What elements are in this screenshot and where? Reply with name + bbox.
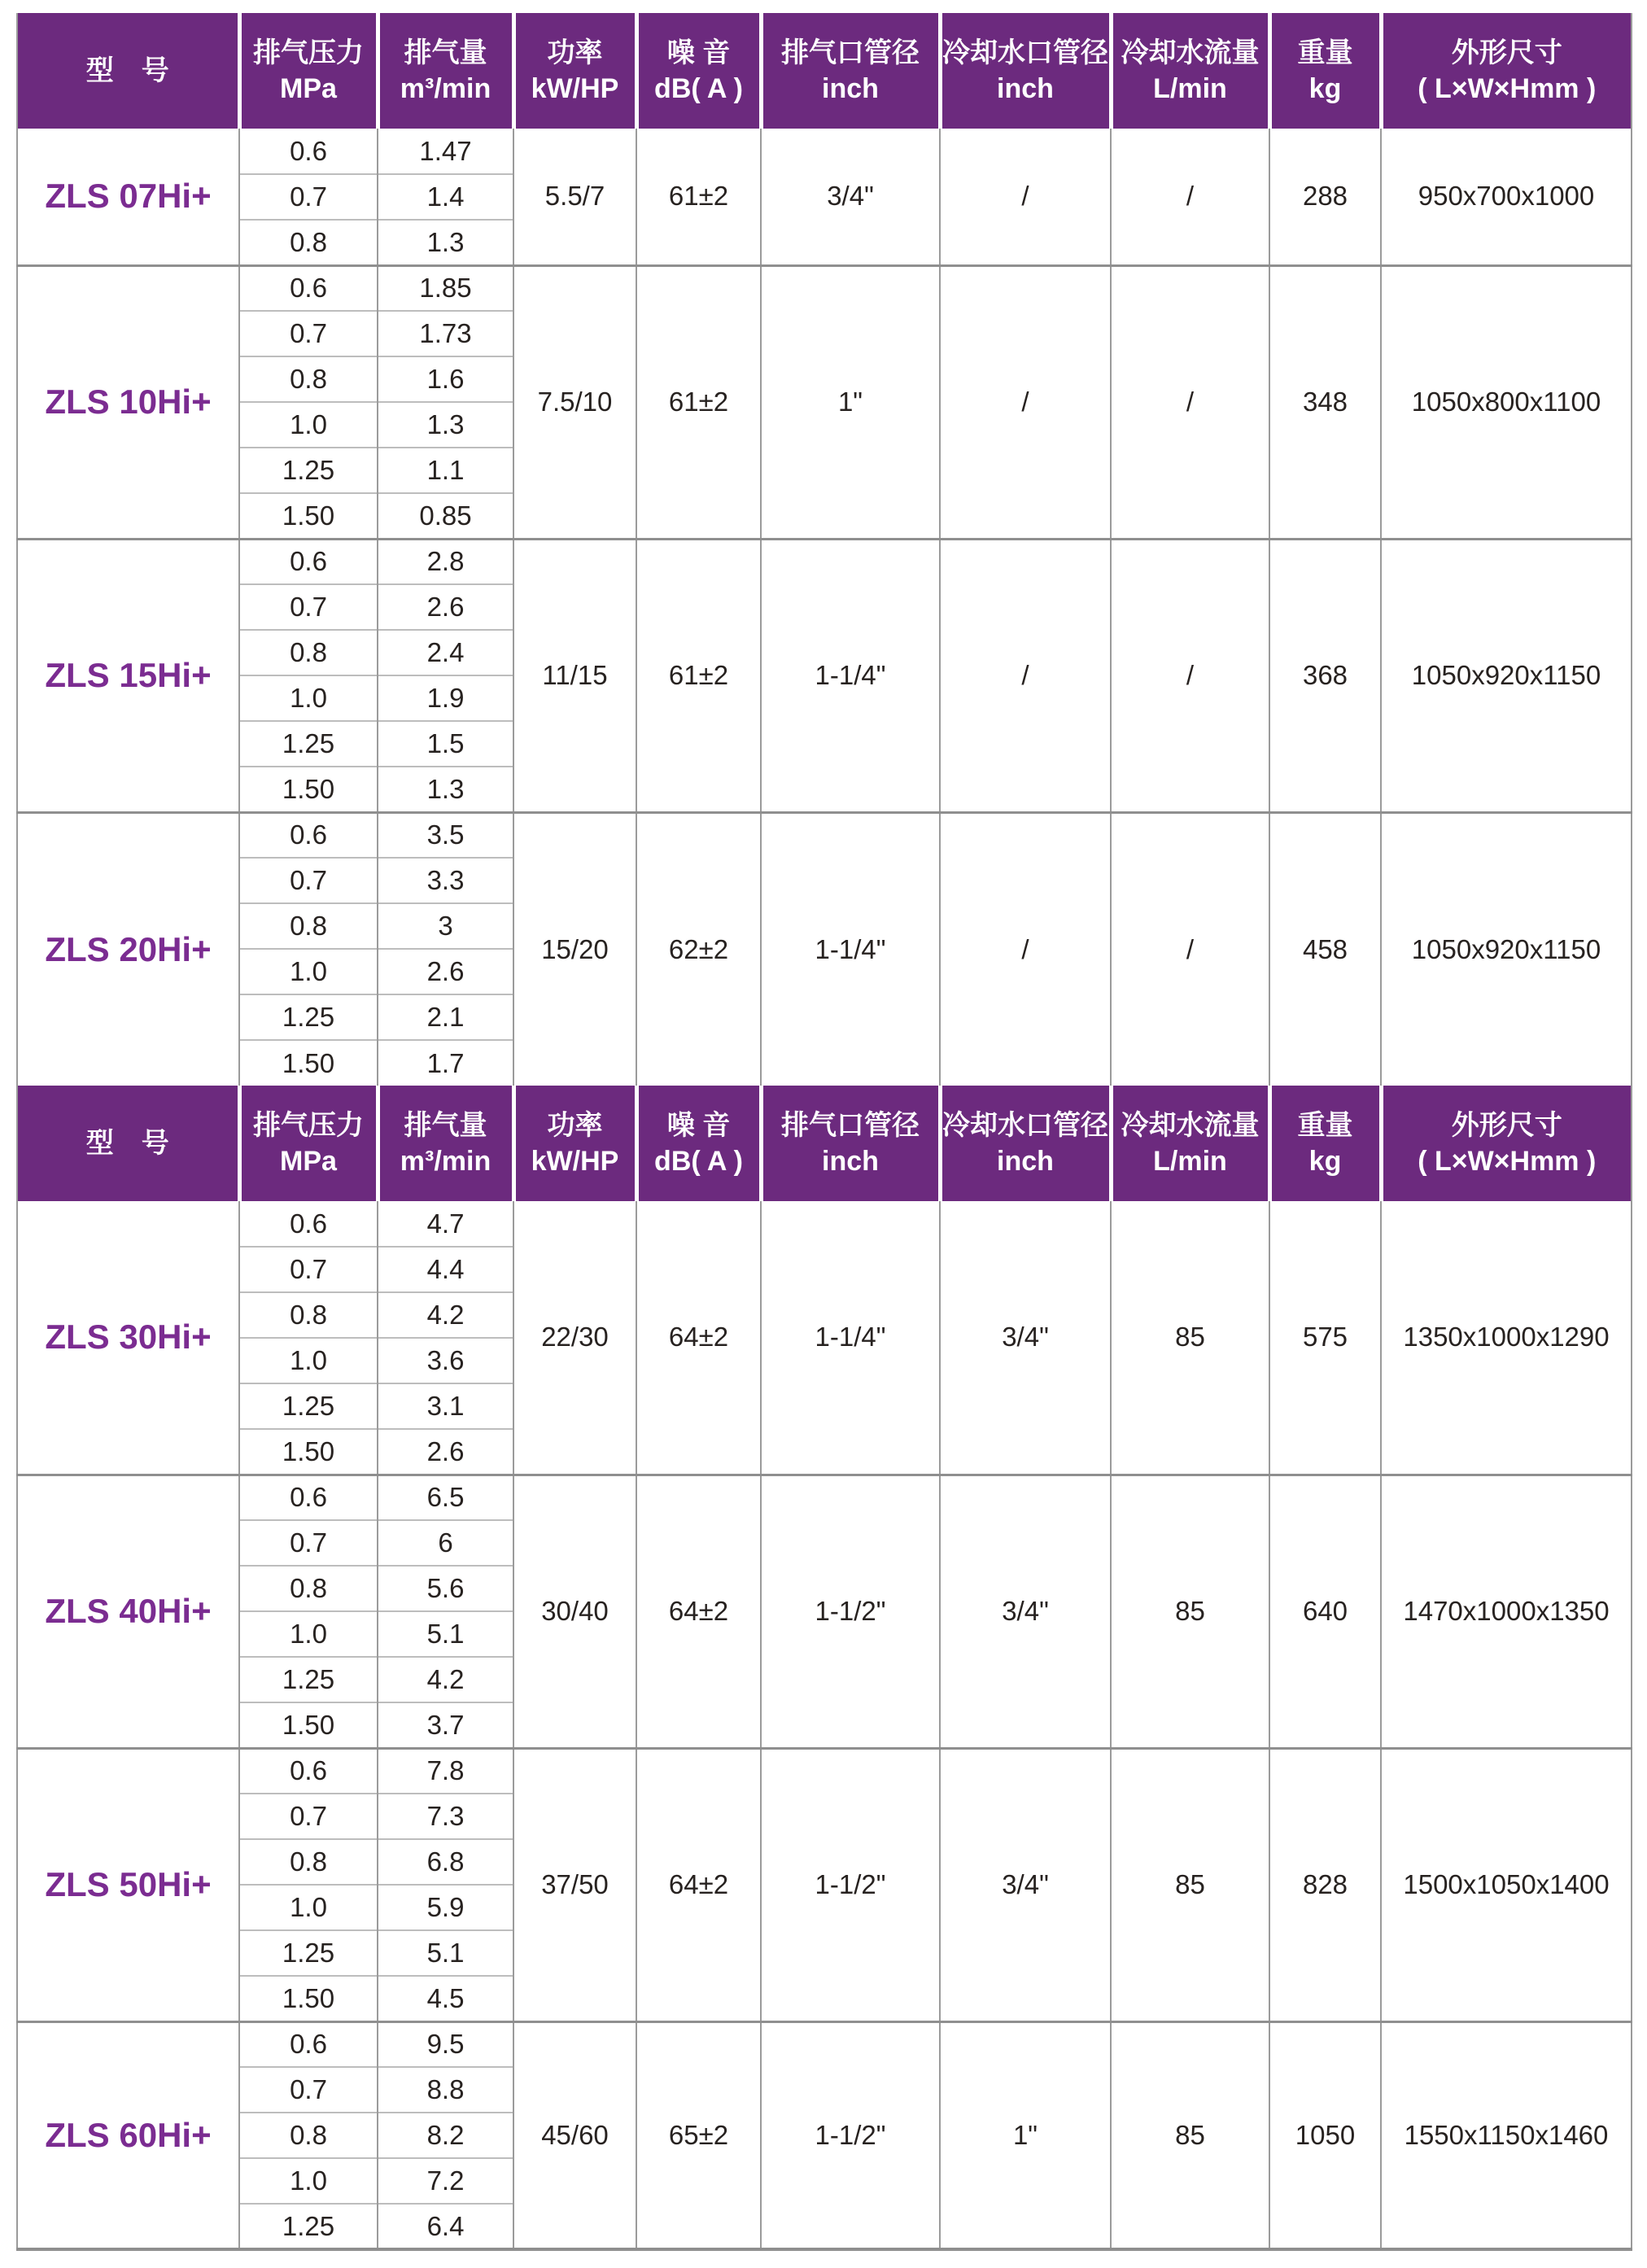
model-name: ZLS 50Hi+ [17,1748,239,2021]
model-name: ZLS 15Hi+ [17,539,239,812]
displacement-value: 1.47 [378,129,513,174]
noise-value: 64±2 [636,1475,761,1748]
pressure-value: 1.50 [239,1702,378,1748]
displacement-value: 6.8 [378,1839,513,1885]
pressure-value: 0.8 [239,1566,378,1611]
displacement-value: 2.4 [378,630,513,675]
displacement-value: 7.8 [378,1748,513,1794]
weight-value: 348 [1269,265,1381,539]
noise-value: 64±2 [636,1201,761,1475]
pressure-value: 0.6 [239,2021,378,2067]
header-cell-weight [1269,13,1381,129]
pressure-value: 1.50 [239,1976,378,2021]
pressure-value: 1.50 [239,1040,378,1086]
pressure-value: 1.0 [239,1338,378,1383]
cooling-flow-value: 85 [1111,2021,1269,2249]
spec-table [16,13,1632,2251]
pressure-value: 0.7 [239,858,378,903]
pressure-value: 0.8 [239,1839,378,1885]
displacement-value: 4.4 [378,1247,513,1292]
table-row [17,2021,1632,2067]
header-label: 排气口管径 [781,1109,920,1141]
model-name: ZLS 40Hi+ [17,1475,239,1748]
pressure-value: 0.8 [239,1292,378,1338]
pressure-value: 0.7 [239,1794,378,1839]
displacement-value: 1.85 [378,265,513,311]
dimensions-value: 1050x920x1150 [1381,539,1632,812]
displacement-value: 7.2 [378,2158,513,2204]
header-label: 型 号 [85,1127,169,1159]
displacement-value: 5.1 [378,1611,513,1657]
dimensions-value: 1350x1000x1290 [1381,1201,1632,1475]
displacement-value: 1.6 [378,356,513,402]
displacement-value: 8.8 [378,2067,513,2113]
weight-value: 1050 [1269,2021,1381,2249]
weight-value: 368 [1269,539,1381,812]
weight-value: 458 [1269,812,1381,1086]
displacement-value: 5.1 [378,1930,513,1976]
power-value: 15/20 [513,812,636,1086]
cooling-port-value: / [940,265,1111,539]
discharge-port-value: 1-1/4" [761,812,940,1086]
pressure-value: 1.0 [239,2158,378,2204]
header-cell-pressure [239,1086,378,1201]
cooling-port-value: / [940,129,1111,265]
pressure-value: 1.0 [239,949,378,994]
pressure-value: 0.7 [239,311,378,356]
displacement-value: 2.6 [378,949,513,994]
table-row [17,129,1632,174]
pressure-value: 0.8 [239,356,378,402]
pressure-value: 1.50 [239,493,378,539]
header-cell-cooling-port [940,1086,1111,1201]
displacement-value: 4.2 [378,1292,513,1338]
cooling-port-value: / [940,539,1111,812]
header-cell-power [513,1086,636,1201]
displacement-value: 1.3 [378,220,513,265]
pressure-value: 1.50 [239,767,378,812]
pressure-value: 0.6 [239,812,378,858]
displacement-value: 4.7 [378,1201,513,1247]
displacement-value: 1.4 [378,174,513,220]
pressure-value: 1.0 [239,1885,378,1930]
discharge-port-value: 3/4" [761,129,940,265]
header-unit: kW/HP [531,1146,619,1177]
header-label: 外形尺寸 [1451,1109,1562,1141]
header-cell-discharge-port [761,1086,940,1201]
power-value: 30/40 [513,1475,636,1748]
table-header-row [17,13,1632,129]
pressure-value: 0.7 [239,584,378,630]
header-label: 重量 [1297,37,1353,68]
displacement-value: 3.6 [378,1338,513,1383]
pressure-value: 0.8 [239,630,378,675]
header-label: 排气口管径 [781,37,920,68]
model-name: ZLS 20Hi+ [17,812,239,1086]
discharge-port-value: 1-1/4" [761,539,940,812]
pressure-value: 1.25 [239,1383,378,1429]
displacement-value: 1.9 [378,675,513,721]
table-row [17,812,1632,858]
header-unit: ( L×W×Hmm ) [1418,73,1597,104]
noise-value: 61±2 [636,265,761,539]
noise-value: 64±2 [636,1748,761,2021]
noise-value: 62±2 [636,812,761,1086]
displacement-value: 1.73 [378,311,513,356]
header-cell-discharge-port [761,13,940,129]
cooling-flow-value: / [1111,265,1269,539]
displacement-value: 1.3 [378,767,513,812]
pressure-value: 0.6 [239,1748,378,1794]
header-label: 噪 音 [666,37,731,68]
discharge-port-value: 1-1/4" [761,1201,940,1475]
displacement-value: 8.2 [378,2113,513,2158]
displacement-value: 1.7 [378,1040,513,1086]
header-unit: L/min [1153,1146,1227,1177]
weight-value: 640 [1269,1475,1381,1748]
header-cell-cooling-flow [1111,13,1269,129]
header-unit: kg [1308,1146,1342,1177]
pressure-value: 0.8 [239,2113,378,2158]
header-unit: inch [997,1146,1054,1177]
displacement-value: 1.1 [378,448,513,493]
header-cell-model [17,13,239,129]
header-cell-weight [1269,1086,1381,1201]
pressure-value: 0.6 [239,1475,378,1520]
power-value: 7.5/10 [513,265,636,539]
cooling-flow-value: / [1111,129,1269,265]
pressure-value: 1.25 [239,994,378,1040]
header-cell-displacement [378,1086,513,1201]
pressure-value: 0.7 [239,1520,378,1566]
displacement-value: 3.1 [378,1383,513,1429]
dimensions-value: 1050x920x1150 [1381,812,1632,1086]
cooling-flow-value: / [1111,812,1269,1086]
header-label: 冷却水口管径 [942,37,1108,68]
pressure-value: 1.0 [239,675,378,721]
displacement-value: 6 [378,1520,513,1566]
pressure-value: 1.25 [239,1657,378,1702]
cooling-flow-value: 85 [1111,1748,1269,2021]
header-unit: MPa [280,1146,337,1177]
weight-value: 288 [1269,129,1381,265]
header-unit: inch [822,1146,879,1177]
header-label: 排气压力 [253,37,364,68]
header-unit: dB( A ) [654,73,743,104]
table-header-row [17,1086,1632,1201]
discharge-port-value: 1" [761,265,940,539]
pressure-value: 0.8 [239,903,378,949]
header-label: 排气压力 [253,1109,364,1141]
pressure-value: 1.0 [239,1611,378,1657]
power-value: 37/50 [513,1748,636,2021]
dimensions-value: 1500x1050x1400 [1381,1748,1632,2021]
pressure-value: 0.6 [239,129,378,174]
displacement-value: 4.2 [378,1657,513,1702]
header-label: 型 号 [85,55,169,86]
header-unit: m³/min [400,73,491,104]
header-cell-cooling-flow [1111,1086,1269,1201]
pressure-value: 0.8 [239,220,378,265]
header-cell-pressure [239,13,378,129]
pressure-value: 1.50 [239,1429,378,1475]
header-cell-power [513,13,636,129]
header-cell-dimensions [1381,1086,1632,1201]
displacement-value: 4.5 [378,1976,513,2021]
header-label: 冷却水流量 [1121,37,1260,68]
displacement-value: 1.3 [378,402,513,448]
header-label: 排气量 [404,37,487,68]
header-cell-dimensions [1381,13,1632,129]
discharge-port-value: 1-1/2" [761,2021,940,2249]
pressure-value: 1.0 [239,402,378,448]
header-label: 重量 [1297,1109,1353,1141]
model-name: ZLS 30Hi+ [45,1318,212,1357]
header-unit: MPa [280,73,337,104]
pressure-value: 1.25 [239,2204,378,2249]
displacement-value: 6.4 [378,2204,513,2249]
displacement-value: 5.6 [378,1566,513,1611]
pressure-value: 0.6 [239,265,378,311]
header-unit: m³/min [400,1146,491,1177]
cooling-flow-value: 85 [1111,1201,1269,1475]
displacement-value: 2.8 [378,539,513,584]
header-label: 冷却水口管径 [942,1109,1108,1141]
header-unit: dB( A ) [654,1146,743,1177]
model-name: ZLS 10Hi+ [17,265,239,539]
header-unit: inch [997,73,1054,104]
pressure-value: 1.25 [239,721,378,767]
pressure-value: 0.7 [239,174,378,220]
header-label: 功率 [547,1109,603,1141]
table-row [17,1475,1632,1520]
header-label: 外形尺寸 [1451,37,1562,68]
cooling-flow-value: 85 [1111,1475,1269,1748]
pressure-value: 1.25 [239,448,378,493]
power-value: 22/30 [513,1201,636,1475]
header-unit: kW/HP [531,73,619,104]
displacement-value: 3.7 [378,1702,513,1748]
header-unit: kg [1308,73,1342,104]
header-cell-cooling-port [940,13,1111,129]
model-name: ZLS 07Hi+ [45,177,212,216]
header-cell-noise [636,13,761,129]
displacement-value: 1.5 [378,721,513,767]
cooling-port-value: 3/4" [940,1201,1111,1475]
dimensions-value: 950x700x1000 [1381,129,1632,265]
pressure-value: 0.7 [239,1247,378,1292]
discharge-port-value: 1-1/2" [761,1475,940,1748]
displacement-value: 5.9 [378,1885,513,1930]
pressure-value: 1.25 [239,1930,378,1976]
cooling-port-value: 3/4" [940,1748,1111,2021]
noise-value: 61±2 [636,129,761,265]
weight-value: 575 [1269,1201,1381,1475]
power-value: 5.5/7 [513,129,636,265]
header-unit: L/min [1153,73,1227,104]
dimensions-value: 1550x1150x1460 [1381,2021,1632,2249]
header-label: 噪 音 [666,1109,731,1141]
displacement-value: 6.5 [378,1475,513,1520]
table-row [17,1748,1632,1794]
header-cell-model [17,1086,239,1201]
pressure-value: 0.6 [239,539,378,584]
model-name: ZLS 60Hi+ [17,2021,239,2249]
noise-value: 65±2 [636,2021,761,2249]
cooling-port-value: 1" [940,2021,1111,2249]
displacement-value: 3 [378,903,513,949]
table-row [17,265,1632,311]
header-unit: ( L×W×Hmm ) [1418,1146,1597,1177]
header-label: 功率 [547,37,603,68]
displacement-value: 7.3 [378,1794,513,1839]
header-cell-displacement [378,13,513,129]
pressure-value: 0.6 [239,1201,378,1247]
displacement-value: 2.6 [378,584,513,630]
header-label: 冷却水流量 [1121,1109,1260,1141]
cooling-flow-value: / [1111,539,1269,812]
displacement-value: 9.5 [378,2021,513,2067]
table-row [17,539,1632,584]
header-cell-noise [636,1086,761,1201]
header-unit: inch [822,73,879,104]
dimensions-value: 1470x1000x1350 [1381,1475,1632,1748]
cooling-port-value: 3/4" [940,1475,1111,1748]
displacement-value: 3.5 [378,812,513,858]
displacement-value: 3.3 [378,858,513,903]
power-value: 45/60 [513,2021,636,2249]
table-row [17,1201,1632,1247]
displacement-value: 2.1 [378,994,513,1040]
pressure-value: 0.7 [239,2067,378,2113]
displacement-value: 0.85 [378,493,513,539]
header-label: 排气量 [404,1109,487,1141]
dimensions-value: 1050x800x1100 [1381,265,1632,539]
discharge-port-value: 1-1/2" [761,1748,940,2021]
displacement-value: 2.6 [378,1429,513,1475]
cooling-port-value: / [940,812,1111,1086]
weight-value: 828 [1269,1748,1381,2021]
noise-value: 61±2 [636,539,761,812]
power-value: 11/15 [513,539,636,812]
